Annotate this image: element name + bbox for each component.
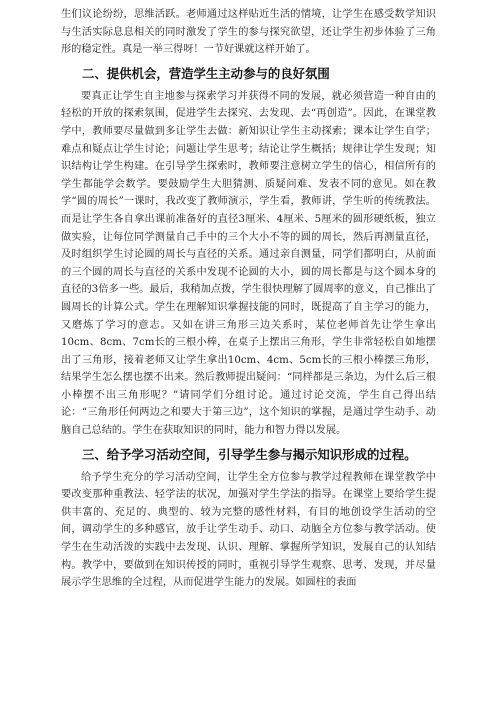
section-3-paragraph: 给予学生充分的学习活动空间，让学生全方位参与教学过程教师在课堂教学中要改变那种重教法、轻学法的状况，加强对学生学法的指导。在课堂上要给学生提供丰富的、充足的、典型的、较为完整的感性材料，有目的地创设学生活动的空间，调动学生的多种感官，放手让学生动手、动口、动脑全方位参与教学活动。使学生在生动活泼的实践中去发现、认识、理解、掌握所学知识，发展自己的认知结构。教学中，要做到在知识传授的同时，重视引导学生观察、思考、发现，并尽量展示学生思维的全过程，从而促进学生能力的发展。如圆柱的表面 bbox=[61, 471, 436, 589]
section-heading-3: 三、给予学习活动空间，引导学生参与揭示知识形成的过程。 bbox=[82, 446, 417, 462]
intro-paragraph: 生们议论纷纷，思维活跃。老师通过这样贴近生活的情境，让学生在感受数学知识与生活实际息息相关的同时激发了学生的参与探究欲望，还让学生初步体验了三角形的稳定性。真是一举三得呀！一节好课就这样开始了。 bbox=[61, 9, 436, 56]
section-2-paragraph: 要真正让学生自主地参与探索学习并获得不同的发展，就必须营造一种自由的轻松的开放的探索氛围，促进学生去探究、去发现、去“再创造”。因此，在课堂教学中，教师要尽量做到多让学生去做：新知识让学生主动探索；课本让学生自学；难点和疑点让学生讨论；问题让学生思考；结论让学生概括；规律让学生发现；知识结构让学生构建。在引导学生探索时，教师要注意树立学生的信心，相信所有的学生都能学会数学。要鼓励学生大胆猜测、质疑问难、发表不同的意见。如在教学“圆的周长”一课时，我改变了教师演示，学生看，教师讲，学生听的传统教法。而是让学生各自拿出课前准备好的直径3厘米、4厘米、5厘米的圆形硬纸板，独立做实验，让每位同学测量自己手中的三个大小不等的圆的周长，然后再测量直径，及时组织学生讨论圆的周长与直径的关系。通过亲自测量，同学们都明白，从前面的三个圆的周长与直径的关系中发现不论圆的大小，圆的周长都是与这个圆本身的直径的3倍多一些。最后，我稍加点拨，学生很快理解了圆周率的意义，自己推出了圆周长的计算公式。学生在理解知识掌握技能的同时，既提高了自主学习的能力，又磨炼了学习的意志。又如在讲三角形三边关系时，某位老师首先让学生拿出10cm、8cm、7cm长的三根小棒，在桌子上摆出三角形，学生非常轻松自如地摆出了三角形，接着老师又让学生拿出10cm、4cm、5cm长的三根小棒摆三角形，结果学生怎么摆也摆不出来。然后教师提出疑问：“同样都是三条边，为什么后三根小棒摆不出三角形呢？”请同学们分组讨论。通过讨论交流，学生自己得出结论：“三角形任何两边之和要大于第三边”，这个知识的掌握，是通过学生动手、动脑自己总结的。学生在获取知识的同时，能力和智力得以发展。 bbox=[61, 90, 436, 437]
section-heading-2: 二、提供机会，营造学生主动参与的良好氛围 bbox=[82, 65, 330, 81]
document-page bbox=[61, 0, 436, 592]
